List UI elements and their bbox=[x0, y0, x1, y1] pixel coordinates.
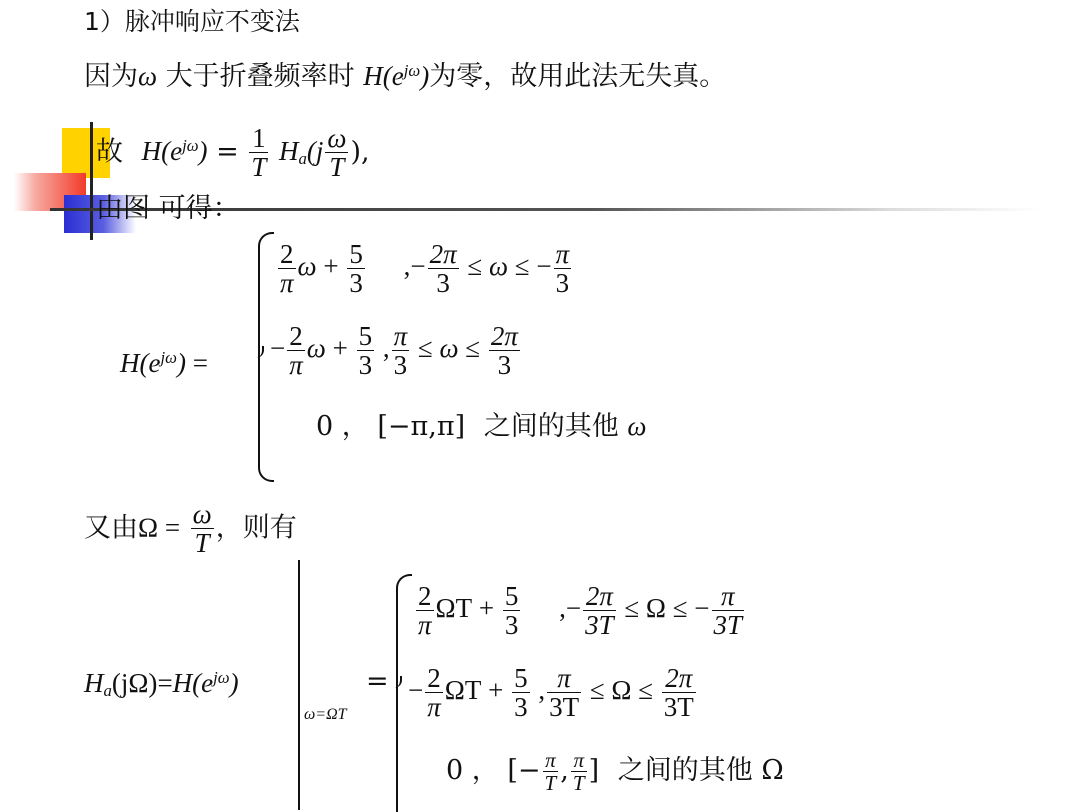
youtu-line: 由图 可得： bbox=[96, 193, 240, 224]
intro-b: 大于折叠频率时 bbox=[165, 61, 355, 92]
eval-subscript: ω=ΩT bbox=[304, 706, 347, 723]
deco-vertical-line bbox=[90, 122, 93, 240]
piece2-lhs: $H_a(j\Omega)=H(e^{j\omega})$ bbox=[84, 667, 239, 701]
gu-char: 故 bbox=[96, 136, 123, 168]
section-heading: 1）脉冲响应不变法 bbox=[84, 7, 300, 36]
intro-line: 因为ω 大于折叠频率时 $H(e^{j\omega})$为零，故用此法无失真。 bbox=[84, 60, 727, 92]
piece2-row3: 0 ， [− $\frac{\pi}{T}$ , $\frac{\pi}{T}$ ] 之间的其他 Ω bbox=[446, 747, 784, 795]
youyou-line: 又由Ω = $\frac{\omega}{T}$ ，则有 bbox=[84, 499, 297, 559]
piece1-row2: − $\frac{2}{\pi}$ ω + $\frac{5}{3}$ , $\frac{\pi}{3}$ ≤ ω ≤ $\frac{2\pi}{3}$ bbox=[270, 321, 518, 381]
piece1-row1: $\frac{2}{\pi}$ ω + $\frac{5}{3}$ ,− $\frac{2\pi}{3}$ ≤ ω ≤ − $\frac{\pi}{3}$ bbox=[280, 239, 570, 299]
piece1-row3: 0 ， [−π,π] 之间的其他 ω bbox=[316, 411, 647, 442]
piece2-row1: $\frac{2}{\pi}$ ΩT + $\frac{5}{3}$ ,− $\frac{2\pi}{3T}$ ≤ Ω ≤ − $\frac{\pi}{3T}$ bbox=[418, 581, 743, 641]
intro-c: 为零，故用此法无失真。 bbox=[429, 61, 727, 92]
intro-a: 因为 bbox=[84, 61, 138, 92]
piece1-lhs: $H(e^{j\omega})$ = bbox=[120, 347, 208, 378]
eq1-rest: ), bbox=[350, 136, 370, 168]
equation-1: 故 $H(e^{j\omega})$ = $\frac{1}{T}$ $H_a(j$ $\frac{\omega}{T}$ ), bbox=[96, 123, 370, 183]
piece2-row2: − $\frac{2}{\pi}$ ΩT + $\frac{5}{3}$ , $\frac{\pi}{3T}$ ≤ Ω ≤ $\frac{2\pi}{3T}$ bbox=[408, 663, 694, 723]
eval-bar bbox=[298, 560, 300, 810]
